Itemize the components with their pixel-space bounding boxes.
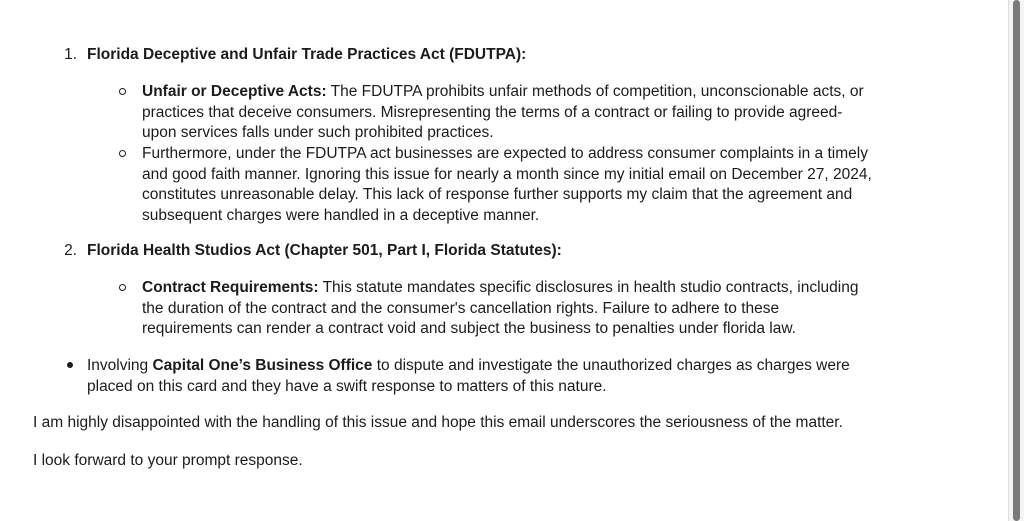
scrollbar-thumb[interactable] <box>1013 0 1020 521</box>
paragraph-disappointed: I am highly disappointed with the handling of this issue and hope this email underscores the seriousness of the matter. <box>33 414 843 431</box>
sub-bullet-text: Furthermore, under the FDUTPA act businesses are expected to address consumer complaints in a timely <box>142 145 868 162</box>
sub-bullet-text: requirements can render a contract void and subject the business to penalties under florida law. <box>142 320 796 337</box>
sub-bullet-text: subsequent charges were handled in a deceptive manner. <box>142 206 540 224</box>
sub-bullet-text: practices that deceive consumers. Misrepresenting the terms of a contract or failing to provide agreed- <box>142 103 843 121</box>
sub-bullet-text: upon services falls under such prohibited practices. <box>142 124 494 141</box>
paragraph-closing: I look forward to your prompt response. <box>33 452 303 469</box>
circle-bullet-icon <box>119 150 126 157</box>
sub-bullet-text: This statute mandates specific disclosures in health studio contracts, including <box>318 279 859 296</box>
sub-bullet-text: the duration of the contract and the consumer's cancellation rights. Failure to adhere to these <box>142 299 780 317</box>
sub-bullet-text: and good faith manner. Ignoring this issue for nearly a month since my initial email on December 27, 2024, <box>142 165 872 183</box>
item-number: 2. <box>64 242 77 259</box>
sub-bullet-text: constitutes unreasonable delay. This lack of response further supports my claim that the agreement and <box>142 186 853 203</box>
disc-bullet-icon <box>67 362 73 368</box>
sub-bullet-text: The FDUTPA prohibits unfair methods of competition, unconscionable acts, or <box>326 83 864 100</box>
sub-bullet-lead: Unfair or Deceptive Acts: <box>142 83 327 100</box>
bullet-text: placed on this card and they have a swift response to matters of this nature. <box>87 377 607 395</box>
circle-bullet-icon <box>119 284 126 291</box>
bullet-text: Involving <box>87 357 153 374</box>
item-number: 1. <box>64 46 77 63</box>
vertical-scrollbar[interactable] <box>1008 0 1024 521</box>
bullet-bold-text: Capital One’s Business Office <box>152 357 373 374</box>
item-heading: Florida Health Studios Act (Chapter 501, Part I, Florida Statutes): <box>87 242 562 259</box>
bullet-text: to dispute and investigate the unauthorized charges as charges were <box>372 357 850 374</box>
item-heading: Florida Deceptive and Unfair Trade Practices Act (FDUTPA): <box>87 46 527 63</box>
circle-bullet-icon <box>119 88 126 95</box>
sub-bullet-lead: Contract Requirements: <box>142 279 319 296</box>
